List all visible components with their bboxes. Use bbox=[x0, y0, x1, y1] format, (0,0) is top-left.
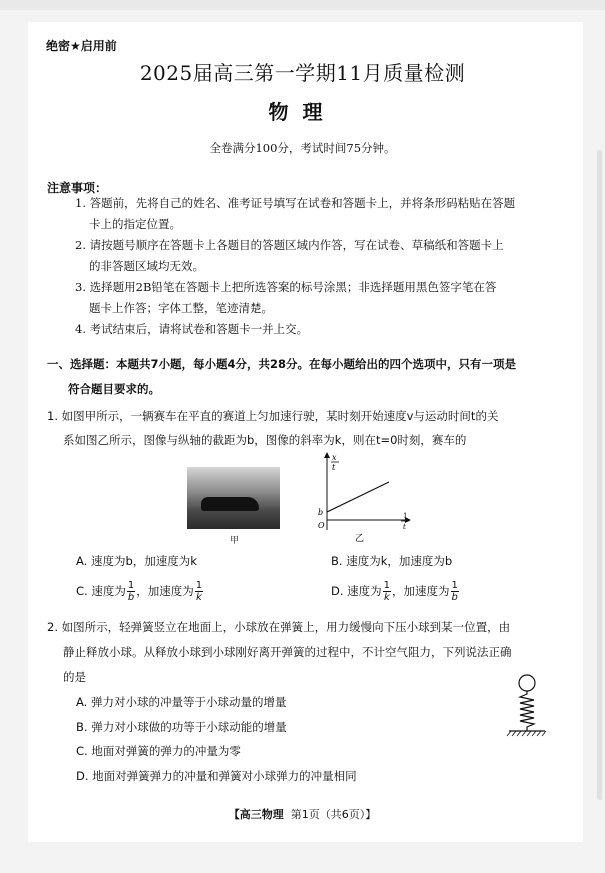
graph-line bbox=[327, 482, 389, 512]
section-heading-cont: 符合题目要求的。 bbox=[68, 382, 160, 396]
spring-ball-figure bbox=[505, 673, 550, 743]
q2-stem-cont: 静止释放小球。从释放小球到小球刚好离开弹簧的过程中，不计空气阻力，下列说法正确 bbox=[63, 645, 512, 659]
fraction: $\frac{1}{k}$ bbox=[383, 580, 391, 603]
q1-option-b: B. 速度为k，加速度为b bbox=[331, 554, 453, 568]
ground-hatch bbox=[507, 731, 546, 736]
q1-option-c: C. 速度为 $\frac{1}{b}$ ，加速度为 $\frac{1}{k}$ bbox=[76, 580, 203, 603]
ball bbox=[519, 675, 535, 691]
notice-line: 卡上的指定位置。 bbox=[89, 217, 181, 231]
confidential-label: 绝密★启用前 bbox=[46, 39, 117, 53]
notice-line: 3. 选择题用2B铅笔在答题卡上把所选答案的标号涂黑；非选择题用黑色签字笔在答 bbox=[75, 280, 497, 294]
fraction: $\frac{1}{b}$ bbox=[451, 580, 458, 603]
notice-line: 1. 答题前，先将自己的姓名、准考证号填写在试卷和答题卡上，并将条形码粘贴在答题 bbox=[75, 196, 516, 210]
q1-stem-cont: 系如图乙所示，图像与纵轴的截距为b，图像的斜率为k，则在t=0时刻，赛车的 bbox=[63, 433, 467, 447]
notice-line: 题卡上作答；字体工整，笔迹清楚。 bbox=[89, 301, 273, 315]
figure-label-jia: 甲 bbox=[230, 536, 240, 546]
q2-option-c: C. 地面对弹簧的弹力的冲量为零 bbox=[76, 744, 241, 758]
section-heading: 一、选择题：本题共7小题，每小题4分，共28分。在每小题给出的四个选项中，只有一项是 bbox=[47, 357, 517, 371]
x-label-den: t bbox=[403, 523, 406, 531]
notice-line: 2. 请按题号顺序在答题卡上各题目的答题区域内作答，写在试卷、草稿纸和答题卡上 bbox=[75, 238, 504, 252]
q2-stem-cont: 的是 bbox=[63, 670, 86, 684]
q1-option-d: D. 速度为 $\frac{1}{k}$ ，加速度为 $\frac{1}{b}$ bbox=[331, 580, 458, 603]
race-car-photo bbox=[187, 467, 280, 529]
subject-title: 物理 bbox=[268, 100, 337, 124]
exam-title: 2025届高三第一学期11月质量检测 bbox=[139, 61, 466, 85]
q2-option-d: D. 地面对弹簧弹力的冲量和弹簧对小球弹力的冲量相同 bbox=[76, 769, 357, 783]
notice-line: 的非答题区域均无效。 bbox=[89, 259, 204, 273]
q1-stem: 1. 如图甲所示，一辆赛车在平直的赛道上匀加速行驶，某时刻开始速度v与运动时间t的关 bbox=[47, 409, 499, 423]
q2-option-b: B. 弹力对小球做的功等于小球动能的增量 bbox=[76, 720, 287, 734]
exam-meta: 全卷满分100分，考试时间75分钟。 bbox=[209, 141, 396, 155]
y-label-den: t bbox=[332, 463, 336, 472]
scrollbar[interactable] bbox=[597, 150, 602, 800]
graph-y-arrow bbox=[324, 452, 330, 458]
fraction: $\frac{1}{k}$ bbox=[195, 580, 203, 603]
page-footer: 【高三物理 第1页（共6页）】 bbox=[228, 808, 377, 821]
figure-label-yi: 乙 bbox=[355, 534, 365, 544]
notice-line: 4. 考试结束后，请将试卷和答题卡一并上交。 bbox=[75, 322, 309, 336]
notice-heading: 注意事项： bbox=[47, 181, 108, 195]
spring bbox=[520, 691, 534, 731]
car-shape bbox=[201, 497, 259, 511]
v-t-graph bbox=[313, 450, 413, 545]
x-label-num: 1 bbox=[403, 512, 408, 520]
intercept-label: b bbox=[318, 508, 324, 517]
fraction: $\frac{1}{b}$ bbox=[127, 580, 135, 603]
q2-option-a: A. 弹力对小球的冲量等于小球动量的增量 bbox=[76, 695, 287, 709]
origin-label: O bbox=[318, 521, 325, 530]
top-toolbar-strip bbox=[0, 0, 605, 10]
y-label-num: x bbox=[332, 453, 337, 462]
q2-stem: 2. 如图所示，轻弹簧竖立在地面上，小球放在弹簧上，用力缓慢向下压小球到某一位置，由 bbox=[47, 620, 511, 634]
q1-option-a: A. 速度为b，加速度为k bbox=[76, 554, 197, 568]
